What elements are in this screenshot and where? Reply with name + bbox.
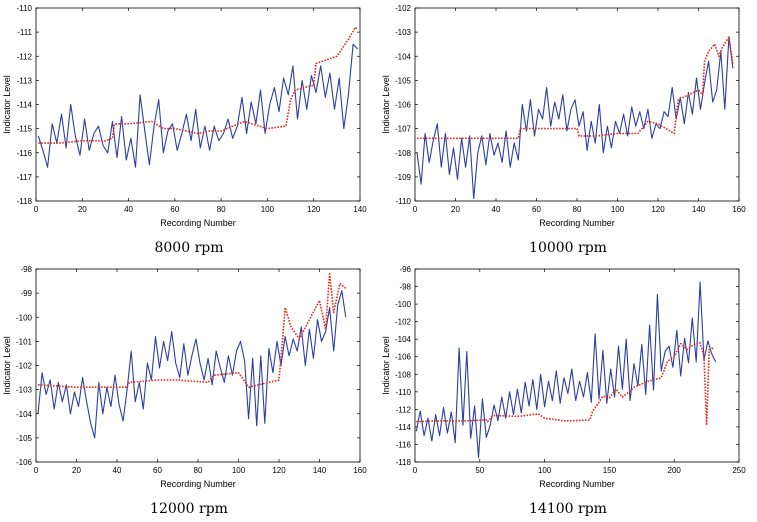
chart-4-plot (379, 261, 757, 522)
x-tick-label: 140 (691, 205, 706, 214)
y-tick-label: -102 (15, 361, 32, 371)
x-tick-label: 60 (153, 466, 162, 475)
x-tick-label: 0 (412, 466, 418, 475)
chart-caption: 10000 rpm (529, 240, 607, 256)
y-tick-label: -100 (15, 313, 32, 323)
x-tick-label: 0 (33, 205, 39, 214)
y-tick-label: -110 (16, 4, 32, 13)
y-tick-label: -98 (399, 282, 411, 292)
x-axis-label: Recording Number (539, 479, 615, 489)
y-tick-label: -108 (394, 148, 411, 158)
y-tick-label: -104 (394, 335, 411, 345)
x-tick-label: 120 (307, 205, 321, 214)
chart-1-plot (0, 0, 378, 261)
y-axis-label: Indicator Level (2, 336, 12, 395)
y-tick-label: -106 (394, 100, 411, 110)
x-tick-label: 160 (732, 205, 746, 214)
x-tick-label: 50 (475, 466, 485, 475)
y-tick-label: -96 (399, 265, 411, 274)
smoothed-series-line (38, 274, 346, 387)
smoothed-series-line (417, 37, 733, 138)
x-tick-label: 0 (412, 205, 418, 214)
y-tick-label: -118 (395, 458, 411, 467)
y-tick-label: -112 (395, 405, 411, 415)
y-tick-label: -107 (394, 124, 411, 134)
y-tick-label: -106 (15, 458, 32, 467)
x-axis-label: Recording Number (160, 479, 236, 489)
chart-panel-1 (0, 0, 378, 261)
x-tick-label: 120 (651, 205, 665, 214)
y-tick-label: -110 (395, 387, 411, 397)
y-tick-label: -99 (20, 289, 32, 299)
chart-panel-4 (379, 261, 757, 522)
x-tick-label: 250 (732, 466, 746, 475)
y-tick-label: -115 (16, 124, 32, 134)
x-tick-label: 20 (451, 205, 460, 214)
y-tick-label: -102 (394, 317, 411, 327)
chart-2-plot (379, 0, 757, 261)
y-axis-label: Indicator Level (381, 75, 391, 134)
y-tick-label: -106 (394, 352, 411, 362)
y-tick-label: -113 (16, 76, 32, 86)
y-tick-label: -101 (15, 337, 32, 347)
x-tick-label: 120 (272, 466, 286, 475)
y-tick-label: -100 (394, 300, 411, 310)
y-tick-label: -110 (395, 197, 411, 206)
raw-series-line (38, 291, 346, 438)
x-tick-label: 20 (72, 466, 81, 475)
raw-series-line (417, 37, 733, 199)
chart-caption: 12000 rpm (150, 501, 228, 517)
chart-caption: 8000 rpm (154, 240, 224, 256)
x-tick-label: 140 (312, 466, 327, 475)
y-tick-label: -117 (16, 172, 32, 182)
x-tick-label: 140 (353, 205, 367, 214)
y-tick-label: -118 (16, 197, 32, 206)
x-tick-label: 0 (33, 466, 39, 475)
y-axis-label: Indicator Level (2, 75, 12, 134)
x-tick-label: 100 (260, 205, 275, 214)
y-tick-label: -104 (394, 52, 411, 62)
x-tick-label: 100 (231, 466, 246, 475)
plot-frame (36, 269, 360, 462)
plot-frame (415, 269, 739, 462)
x-tick-label: 80 (216, 205, 226, 214)
y-tick-label: -105 (394, 76, 411, 86)
chart-panel-3 (0, 261, 378, 522)
chart-3-plot (0, 261, 378, 522)
x-tick-label: 150 (602, 466, 617, 475)
x-tick-label: 60 (532, 205, 541, 214)
y-tick-label: -103 (394, 28, 411, 38)
x-tick-label: 40 (124, 205, 134, 214)
x-tick-label: 100 (610, 205, 625, 214)
y-tick-label: -111 (17, 28, 32, 38)
x-axis-label: Recording Number (539, 218, 615, 228)
y-tick-label: -114 (395, 422, 411, 432)
raw-series-line (416, 282, 715, 457)
x-tick-label: 100 (537, 466, 552, 475)
x-tick-label: 20 (77, 205, 87, 214)
x-tick-label: 40 (491, 205, 501, 214)
chart-caption: 14100 rpm (529, 501, 607, 517)
x-tick-label: 60 (170, 205, 180, 214)
y-tick-label: -109 (394, 172, 411, 182)
x-tick-label: 80 (193, 466, 203, 475)
plot-frame (36, 8, 360, 201)
x-tick-label: 200 (667, 466, 681, 475)
y-tick-label: -108 (394, 370, 411, 380)
y-tick-label: -114 (16, 100, 32, 110)
x-tick-label: 160 (353, 466, 367, 475)
y-tick-label: -105 (15, 433, 32, 443)
x-tick-label: 40 (112, 466, 122, 475)
y-axis-label: Indicator Level (381, 336, 391, 395)
x-axis-label: Recording Number (160, 218, 236, 228)
y-tick-label: -98 (20, 265, 32, 274)
y-tick-label: -103 (15, 385, 32, 395)
chart-panel-2 (379, 0, 757, 261)
raw-series-line (38, 44, 357, 167)
x-tick-label: 80 (572, 205, 582, 214)
y-tick-label: -112 (16, 52, 32, 62)
y-tick-label: -116 (16, 148, 32, 158)
y-tick-label: -102 (394, 4, 411, 13)
y-tick-label: -116 (395, 440, 411, 450)
y-tick-label: -104 (15, 409, 32, 419)
